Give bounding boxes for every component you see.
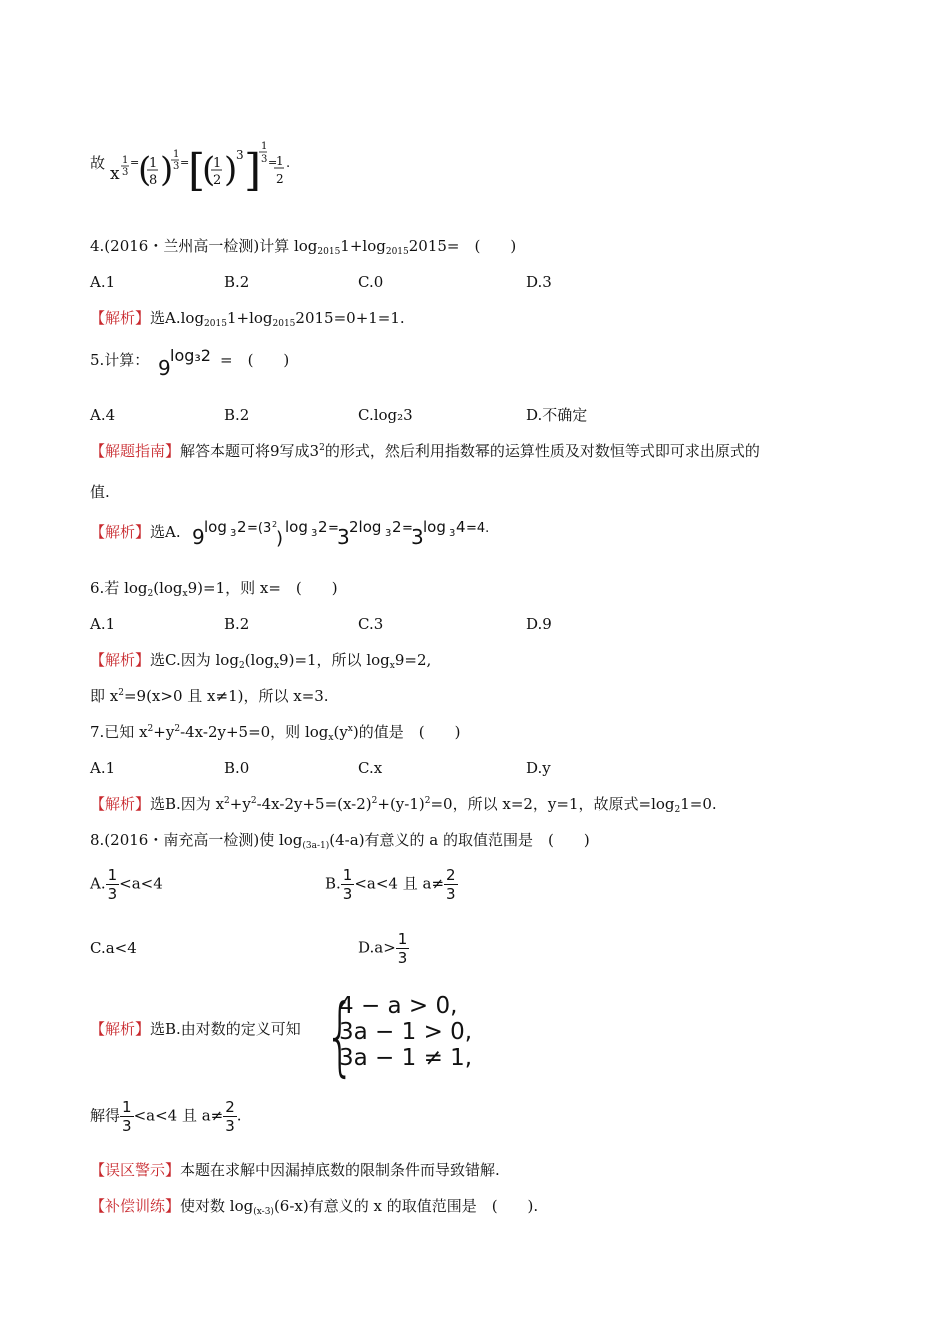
system-row: 3a − 1 ≠ 1,	[339, 1045, 473, 1071]
svg-text:=: =	[402, 521, 413, 536]
q4-option-b: B.2	[224, 273, 250, 291]
q4-option-a: A.1	[90, 273, 116, 291]
q7-option-c: C.x	[358, 759, 383, 777]
q8-option-d: D.a> $\frac{1}{3}$	[358, 930, 408, 967]
guide-tag: 【解题指南】	[90, 442, 181, 460]
q7-answer: 【解析】选B.因为 $x^2+y^2-4x-2y+5=(x-2)^2+(y-1)^2=0$，所以 x=2，y=1，故原式$=\log_21=0$.	[90, 795, 717, 815]
q4-answer: 【解析】选$A.\log_{2015}1+\log_{2015}2015=0+1=1$.	[90, 309, 405, 329]
fraction: $\frac{1}{3}$	[122, 1098, 132, 1135]
q4-option-c: C.0	[358, 273, 384, 291]
fraction: $\frac{1}{3}$	[397, 930, 408, 967]
svg-text:x: x	[110, 164, 120, 184]
left-brace: {	[325, 986, 356, 1086]
svg-text:1: 1	[261, 141, 268, 152]
svg-text:log: log	[204, 518, 227, 536]
analysis-tag: 【解析】	[90, 523, 151, 541]
q8-solution: 解得 $\frac{1}{3}$ <a<4 且 a≠ $\frac{2}{3}$ .	[90, 1098, 242, 1135]
q5-option-d: D.不确定	[526, 406, 588, 424]
q8-warning: 【误区警示】本题在求解中因漏掉底数的限制条件而导致错解.	[90, 1161, 500, 1179]
q7-option-a: A.1	[90, 759, 116, 777]
svg-text:2: 2	[213, 173, 222, 188]
top-formula-lead: 故	[90, 154, 106, 172]
svg-text:): )	[276, 528, 284, 548]
q5-option-c: C.log₂3	[358, 406, 413, 424]
q7-option-b: B.0	[224, 759, 250, 777]
q8-option-c: C.a<4	[90, 939, 137, 957]
svg-text:1: 1	[276, 154, 284, 168]
svg-text:2: 2	[276, 172, 284, 186]
analysis-tag: 【解析】	[90, 1020, 151, 1038]
svg-text:3: 3	[261, 154, 268, 165]
svg-text:log: log	[423, 518, 446, 536]
q7-stem: 7.已知 $x^2+y^2-4x-2y+5=0$，则 $\log_x(y^x)$的值是 ( )	[90, 723, 461, 743]
fraction: $\frac{1}{3}$	[107, 866, 118, 903]
svg-text:log: log	[285, 518, 308, 536]
svg-text:): )	[160, 150, 174, 190]
svg-text:(: (	[138, 150, 152, 190]
svg-text:3: 3	[230, 528, 237, 539]
svg-text:2: 2	[237, 518, 247, 536]
svg-text:3: 3	[122, 167, 129, 178]
svg-text:=: =	[268, 156, 278, 169]
svg-text:=: =	[130, 156, 140, 169]
q6-answer: 【解析】选C.因为 $\log_2(\log_x9)=1$，所以 $\log_x9=2$,	[90, 651, 432, 671]
svg-text:.: .	[286, 156, 291, 171]
q8-stem: 8.(2016・南充高一检测)使 $\log_{(3a-1)}(4-a)$有意义的 a 的取值范围是 ( )	[90, 831, 590, 851]
svg-text:3: 3	[173, 161, 180, 172]
svg-text:=(3: =(3	[247, 521, 272, 536]
svg-text:2: 2	[318, 518, 328, 536]
q5-guide: 【解题指南】解答本题可将9写成$3^2$的形式，然后利用指数幂的运算性质及对数恒等式即可求出原式的	[90, 442, 760, 460]
q6-answer-cont: 即 $x^2=9(x>0$ 且 x≠1)，所以 x=3.	[90, 687, 329, 705]
svg-text:8: 8	[149, 173, 158, 188]
svg-text:=4.: =4.	[466, 521, 490, 536]
q6-stem: 6.若 $\log_2(\log_x9)=1$，则 x= ( )	[90, 579, 338, 599]
q6-option-c: C.3	[358, 615, 384, 633]
training-tag: 【补偿训练】	[90, 1197, 181, 1215]
svg-text:=: =	[328, 521, 339, 536]
q4-stem: 4.(2016・兰州高一检测)计算 $\log_{2015}1+\log_{2015}2015=$ ( )	[90, 237, 517, 257]
svg-text:3: 3	[337, 525, 350, 548]
q6-option-d: D.9	[526, 615, 552, 633]
q4-option-d: D.3	[526, 273, 552, 291]
svg-text:3: 3	[311, 528, 318, 539]
system-row: 3a − 1 > 0,	[339, 1019, 473, 1045]
q6-option-a: A.1	[90, 615, 116, 633]
svg-text:1: 1	[173, 149, 180, 160]
q8-option-b: B. $\frac{1}{3}$ <a<4 且 a≠ $\frac{2}{3}$	[325, 866, 456, 903]
system-row: 4 − a > 0,	[339, 993, 458, 1019]
top-formula	[108, 133, 308, 193]
q5-guide-cont: 值.	[90, 483, 110, 501]
svg-text:3: 3	[385, 528, 392, 539]
warning-tag: 【误区警示】	[90, 1161, 181, 1179]
q7-option-d: D.y	[526, 759, 551, 777]
analysis-tag: 【解析】	[90, 651, 151, 669]
q8-answer: 【解析】选B.由对数的定义可知	[90, 1020, 301, 1038]
q5-answer-formula	[192, 514, 512, 548]
svg-text:1: 1	[213, 156, 222, 171]
svg-text:[: [	[188, 145, 206, 193]
q5-option-b: B.2	[224, 406, 250, 424]
svg-text:(: (	[202, 150, 216, 190]
svg-text:4: 4	[456, 518, 466, 536]
fraction: $\frac{2}{3}$	[225, 1098, 235, 1135]
svg-text:]: ]	[244, 145, 262, 193]
svg-text:3: 3	[236, 148, 244, 162]
analysis-tag: 【解析】	[90, 309, 151, 327]
q5-answer: 【解析】选A. 9 log 3 2 =(3 2 ) log 3 2 = 3 2log 3 2 = 3 log 3 4 =4.	[90, 522, 181, 556]
q6-option-b: B.2	[224, 615, 250, 633]
svg-text:3: 3	[411, 525, 424, 548]
svg-text:3: 3	[449, 528, 456, 539]
svg-text:2: 2	[272, 520, 278, 529]
svg-text:): )	[224, 150, 238, 190]
svg-text:=: =	[180, 156, 190, 169]
svg-text:1: 1	[149, 156, 158, 171]
q8-training: 【补偿训练】使对数 $\log_{(x-3)}(6-x)$有意义的 x 的取值范围是 ( ).	[90, 1197, 539, 1217]
svg-text:2: 2	[392, 518, 402, 536]
fraction: $\frac{2}{3}$	[446, 866, 456, 903]
fraction: $\frac{1}{3}$	[342, 866, 353, 903]
svg-text:9: 9	[192, 525, 205, 548]
analysis-tag: 【解析】	[90, 795, 151, 813]
svg-text:2log: 2log	[349, 518, 382, 536]
q8-option-a: A. $\frac{1}{3}$ <a<4	[90, 866, 163, 903]
q5-option-a: A.4	[90, 406, 116, 424]
svg-text:1: 1	[122, 155, 129, 166]
